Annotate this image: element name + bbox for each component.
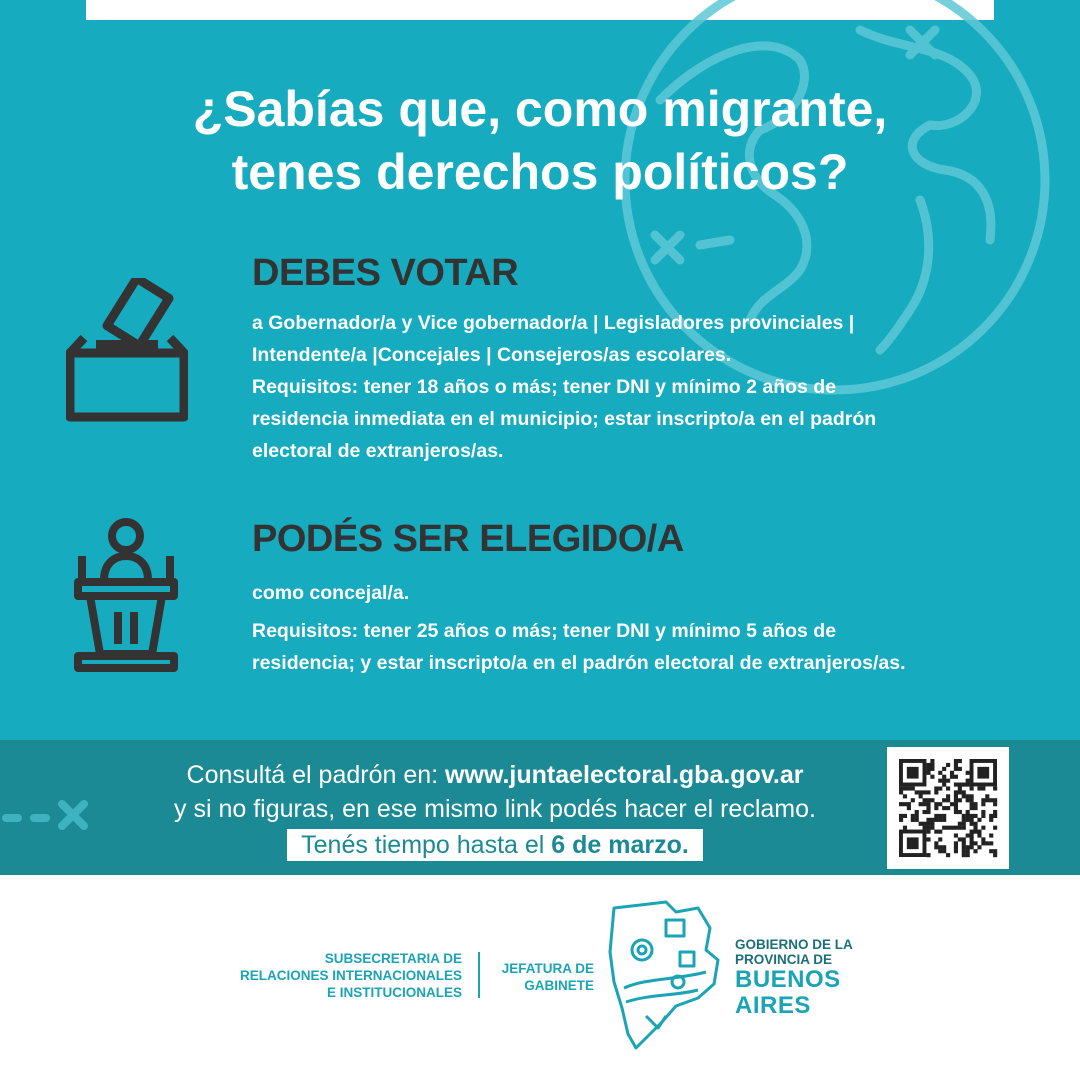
band-line-1 <box>120 758 870 792</box>
gov-line-4: AIRES <box>735 992 811 1019</box>
deadline-badge <box>287 829 703 861</box>
elected-title: PODÉS SER ELEGIDO/A <box>252 518 684 560</box>
band-prefix: Consultá el padrón en: <box>186 761 446 789</box>
elected-line-1: como concejal/a. <box>252 582 410 604</box>
gov-line-2: PROVINCIA DE <box>735 952 833 967</box>
sub-line-3: E INSTITUCIONALES <box>326 985 462 1000</box>
band-line-2: y si no figuras, en ese mismo link podés hacer el reclamo. <box>174 795 816 823</box>
headline <box>0 78 1080 204</box>
sub-line-2: RELACIONES INTERNACIONALES <box>239 968 462 983</box>
vote-line-1: a Gobernador/a y Vice gobernador/a | Legisladores provinciales | <box>252 312 855 334</box>
jef-line-1: JEFATURA DE <box>501 961 594 976</box>
sub-line-1: SUBSECRETARIA DE <box>324 951 462 966</box>
decorative-dash-x-icon <box>0 792 100 832</box>
vote-title: DEBES VOTAR <box>252 252 519 294</box>
deadline-prefix: Tenés tiempo hasta el <box>301 831 552 859</box>
qr-code-icon <box>887 747 1009 869</box>
jefatura-logo-text <box>494 960 594 994</box>
vote-line-2: Intendente/a |Concejales | Consejeros/as escolares. <box>252 344 732 366</box>
gov-line-3: BUENOS <box>735 966 841 993</box>
gobierno-logo-text <box>735 937 853 1019</box>
jef-line-2: GABINETE <box>524 978 594 993</box>
vote-line-5: electoral de extranjeros/as. <box>252 440 504 462</box>
vote-description <box>252 307 1042 467</box>
elected-line-2: Requisitos: tener 25 años o más; tener DNI y mínimo 5 años de <box>252 620 837 642</box>
vote-line-3: Requisitos: tener 18 años o más; tener DNI y mínimo 2 años de <box>252 376 837 398</box>
vote-line-4: residencia inmediata en el municipio; estar inscripto/a en el padrón <box>252 408 877 430</box>
province-map-logo-icon <box>606 898 724 1053</box>
podium-speaker-icon <box>74 516 178 672</box>
elected-line-3: residencia; y estar inscripto/a en el padrón electoral de extranjeros/as. <box>252 652 906 674</box>
subsecretaria-logo-text <box>230 950 462 1001</box>
headline-line-2: tenes derechos políticos? <box>231 144 849 200</box>
qr-code[interactable] <box>887 747 1009 869</box>
footer-divider <box>478 952 480 998</box>
elected-description <box>252 577 1042 679</box>
headline-line-1: ¿Sabías que, como migrante, <box>192 81 888 137</box>
gov-line-1: GOBIERNO DE LA <box>735 937 853 952</box>
band-text <box>120 758 870 862</box>
registry-link[interactable]: www.juntaelectoral.gba.gov.ar <box>445 761 804 789</box>
band-line-3 <box>120 828 870 862</box>
deadline-date: 6 de marzo. <box>551 831 689 859</box>
ballot-box-icon <box>66 278 188 423</box>
